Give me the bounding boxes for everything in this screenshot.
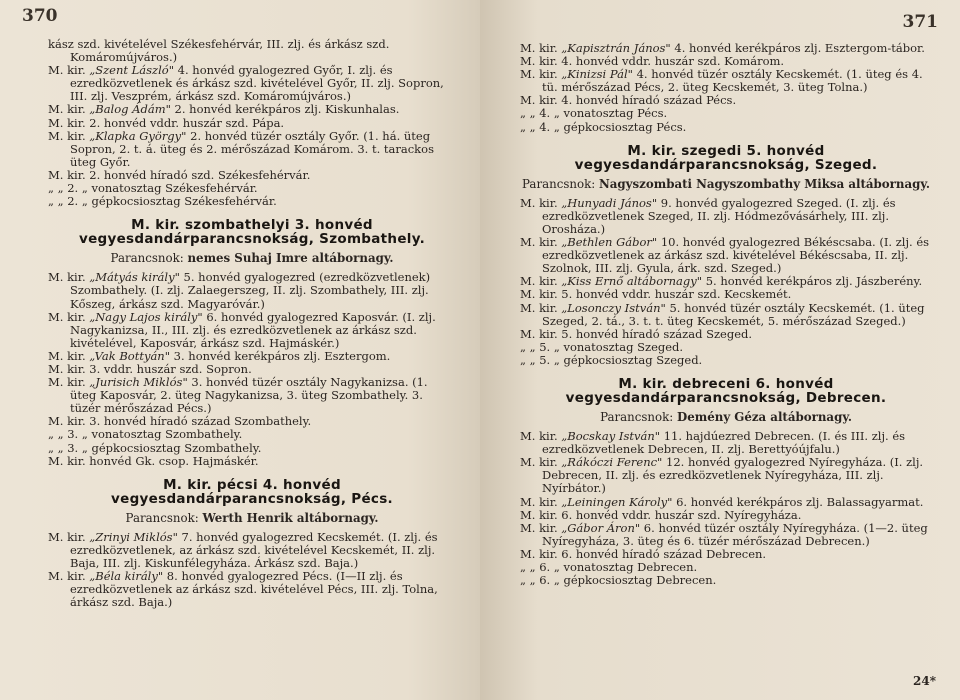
entry-text: M. kir. 5. honvéd vddr. huszár szd. Kecskemét. [520, 287, 792, 302]
commander-pecs: Parancsnok: Werth Henrik altábornagy. [125, 510, 379, 525]
entry-text: M. kir. 6. honvéd híradó század Debrecen. [520, 546, 767, 561]
szombathely-entries [48, 271, 456, 467]
unit-honorific-name: „Bocskay István" [561, 429, 661, 444]
entry-text: 5. honvéd tüzér osztály Kecskemét. (1. üteg Szeged, 2. tá., 3. t. t. üteg Kecskemét, 5. mérőszázad Szeged.) [542, 300, 925, 328]
entry-text: 6. honvéd tüzér osztály Nyíregyháza. (1—2. üteg Nyíregyháza, 3. üteg és 6. tüzér mérőszázad Debrecen.) [542, 520, 928, 548]
unit-honorific-name: „Nagy Lajos király" [89, 309, 203, 324]
entry-text: M. kir. honvéd Gk. csop. Hajmáskér. [48, 453, 259, 468]
entry-text: M. kir. [48, 309, 90, 324]
entry-text: „ „ 5. „ vonatosztag Szeged. [520, 339, 684, 354]
entry-line [520, 236, 932, 275]
unit-honorific-name: „Kinizsi Pál" [561, 67, 633, 82]
entry-text: M. kir. [520, 41, 562, 55]
section-heading-debrecen: M. kir. debreceni 6. honvéd vegyesdandárparancsnokság, Debrecen. [565, 375, 887, 406]
entry-line [520, 197, 932, 236]
left-entries [48, 38, 456, 208]
unit-honorific-name: „Bethlen Gábor" [561, 235, 658, 250]
entry-text: M. kir. [48, 375, 90, 390]
entry-line [48, 195, 456, 208]
entry-text: 3. honvéd tüzér osztály Nagykanizsa. (1. üteg Kaposvár, 2. üteg Nagykanizsa, 3. üteg Szombathely. 3. tüzér mérőszázad Pécs.) [70, 375, 428, 416]
entry-line [48, 130, 456, 169]
section-heading-szombathely: M. kir. szombathelyi 3. honvéd vegyesdandárparancsnokság, Szombathely. [78, 217, 426, 248]
entry-text: „ „ 2. „ vonatosztag Székesfehérvár. [48, 181, 258, 196]
unit-honorific-name: „Balog Ádám" [89, 102, 171, 117]
commander-szeged: Parancsnok: Nagyszombati Nagyszombathy Miksa altábornagy. [522, 176, 930, 191]
unit-honorific-name: „Zrinyi Miklós" [89, 529, 178, 544]
unit-honorific-name: „Kapisztrán János" [561, 41, 671, 55]
entry-text: M. kir. 3. honvéd híradó század Szombathely. [48, 414, 312, 429]
entry-text: M. kir. [520, 67, 562, 82]
entry-line [48, 311, 456, 350]
unit-honorific-name: „Gábor Áron" [561, 520, 641, 535]
entry-text: M. kir. 2. honvéd vddr. huszár szd. Pápa. [48, 115, 285, 130]
entry-text: M. kir. [520, 429, 562, 444]
unit-honorific-name: „Vak Bottyán" [89, 348, 171, 363]
entry-text: „ „ 4. „ gépkocsiosztag Pécs. [520, 119, 687, 134]
entry-text: 5. honvéd gyalogezred (ezredközvetlenek) Szombathely. (I. zlj. Zalaegerszeg, II. zlj. Szombathely, III. zlj. Kőszeg, árkász szd. Magyaróvár.) [70, 270, 431, 311]
entry-text: M. kir. [48, 102, 90, 117]
entry-text: M. kir. [520, 235, 562, 250]
entry-line [520, 121, 932, 134]
right-page [480, 0, 960, 700]
unit-honorific-name: „Mátyás király" [89, 270, 180, 285]
entry-text: M. kir. 3. vddr. huszár szd. Sopron. [48, 361, 252, 376]
section-heading-szeged: M. kir. szegedi 5. honvéd vegyesdandárparancsnokság, Szeged. [574, 142, 878, 173]
entry-text: M. kir. [520, 494, 562, 509]
signature-mark: 24* [913, 674, 936, 688]
entry-text: 11. hajdúezred Debrecen. (I. és III. zlj. és ezredközvetlenek Debrecen, II. zlj. Berettyóújfalu.) [542, 429, 906, 457]
entry-text: M. kir. [48, 128, 90, 143]
entry-text: „ „ 6. „ gépkocsiosztag Debrecen. [520, 573, 717, 588]
unit-honorific-name: „Rákóczi Ferenc" [561, 455, 663, 470]
entry-line [520, 302, 932, 328]
entry-text: M. kir. [520, 520, 562, 535]
entry-text: „ „ 2. „ gépkocsiosztag Székesfehérvár. [48, 194, 277, 209]
entry-line [48, 271, 456, 310]
unit-honorific-name: „Leiningen Károly" [561, 494, 673, 509]
entry-text: 6. honvéd kerékpáros zlj. Balassagyarmat. [672, 494, 924, 509]
entry-line [520, 430, 932, 456]
entry-text: M. kir. [520, 274, 562, 289]
entry-line [520, 354, 932, 367]
entry-text: 7. honvéd gyalogezred Kecskemét. (I. zlj. és ezredközvetlenek, az árkász szd. kivételével Kecskemét, II. zlj. Baja, III. zlj. Kiskunfélegyháza. Árkász szd. Baja.) [70, 529, 438, 570]
unit-honorific-name: „Szent László" [89, 63, 175, 78]
entry-text: 8. honvéd gyalogezred Pécs. (I—II zlj. és ezredközvetlenek az árkász szd. kivételével Pécs, III. zlj. Tolna, árkász szd. Baja.) [70, 569, 438, 610]
unit-honorific-name: „Kiss Ernő altábornagy" [561, 274, 703, 289]
entry-text: „ „ 5. „ gépkocsiosztag Szeged. [520, 352, 703, 367]
entry-text: M. kir. [520, 300, 562, 315]
entry-text: 10. honvéd gyalogezred Békéscsaba. (I. zlj. és ezredközvetlenek az árkász szd. kivételével Békéscsaba, II. zlj. Szolnok, III. zlj. Gyula, árk. szd. Szeged.) [542, 235, 930, 276]
unit-honorific-name: „Jurisich Miklós" [89, 375, 188, 390]
entry-text: M. kir. 6. honvéd vddr. huszár szd. Nyíregyháza. [520, 507, 802, 522]
entry-text: M. kir. [48, 348, 90, 363]
entry-text: „ „ 3. „ vonatosztag Szombathely. [48, 427, 243, 442]
entry-text: M. kir. 4. honvéd vddr. huszár szd. Komárom. [520, 54, 785, 69]
unit-honorific-name: „Losonczy István" [561, 300, 666, 315]
entry-text: 3. honvéd kerékpáros zlj. Esztergom. [170, 348, 391, 363]
entry-text: „ „ 4. „ vonatosztag Pécs. [520, 106, 668, 121]
page-number-right: 371 [902, 12, 938, 32]
entry-text: M. kir. [48, 529, 90, 544]
entry-text: M. kir. [520, 455, 562, 470]
debrecen-entries [520, 430, 932, 587]
left-column [48, 38, 456, 609]
entry-text: 4. honvéd gyalogezred Győr, I. zlj. és ezredközvetlenek és árkász szd. kivételével Győr, II. zlj. Sopron, III. zlj. Veszprém, árkász szd. Komáromújváros.) [70, 63, 444, 104]
entry-text: M. kir. [48, 63, 90, 78]
commander-szombathely: Parancsnok: nemes Suhaj Imre altábornagy. [110, 251, 394, 266]
entry-line [48, 531, 456, 570]
entry-line [48, 376, 456, 415]
entry-text: M. kir. 5. honvéd híradó század Szeged. [520, 326, 753, 341]
entry-text: M. kir. 4. honvéd híradó század Pécs. [520, 93, 737, 108]
entry-text: 4. honvéd tüzér osztály Kecskemét. (1. üteg és 4. tü. mérőszázad Pécs, 2. üteg Kecskemét, 3. üteg Tolna.) [542, 67, 923, 95]
entry-line [520, 68, 932, 94]
right-column [520, 42, 932, 587]
entry-text: M. kir. [520, 195, 562, 210]
entry-text: „ „ 3. „ gépkocsiosztag Szombathely. [48, 440, 262, 455]
entry-text: 2. honvéd tüzér osztály Győr. (1. há. üteg Sopron, 2. t. á. üteg és 2. mérőszázad Komárom. 3. t. tarackos üteg Győr. [70, 128, 434, 169]
entry-line [48, 570, 456, 609]
entry-line [520, 522, 932, 548]
unit-honorific-name: „Béla király" [89, 569, 164, 584]
unit-honorific-name: „Hunyadi János" [561, 195, 658, 210]
entry-text: M. kir. [48, 569, 90, 584]
szeged-entries [520, 197, 932, 367]
commander-debrecen: Parancsnok: Demény Géza altábornagy. [600, 409, 852, 424]
entry-line [520, 574, 932, 587]
entry-text: M. kir. [48, 270, 90, 285]
entry-text: M. kir. 2. honvéd híradó szd. Székesfehérvár. [48, 167, 311, 182]
entry-text: 4. honvéd kerékpáros zlj. Esztergom-tábor. [670, 41, 925, 55]
entry-line [48, 64, 456, 103]
entry-text: 5. honvéd kerékpáros zlj. Jászberény. [702, 274, 923, 289]
entry-line [48, 455, 456, 468]
section-heading-pecs: M. kir. pécsi 4. honvéd vegyesdandárparancsnokság, Pécs. [111, 476, 393, 507]
entry-text: 6. honvéd gyalogezred Kaposvár. (I. zlj. Nagykanizsa, II., III. zlj. és ezredközvetlenek az árkász szd. kivételével, Kaposvár, árkász szd. Hajmáskér.) [70, 309, 436, 350]
entry-text: 12. honvéd gyalogezred Nyíregyháza. (I. zlj. Debrecen, II. zlj. és ezredközvetlenek Nyíregyháza, III. zlj. Nyírbátor.) [542, 455, 924, 496]
entry-text: kász szd. kivételével Székesfehérvár, III. zlj. és árkász szd. Komáromújváros.) [48, 37, 390, 65]
entry-text: 2. honvéd kerékpáros zlj. Kiskunhalas. [170, 102, 400, 117]
entry-line [48, 38, 456, 64]
entry-line [520, 456, 932, 495]
pecs-entries [48, 531, 456, 610]
entry-text: „ „ 6. „ vonatosztag Debrecen. [520, 560, 698, 574]
entry-text: 9. honvéd gyalogezred Szeged. (I. zlj. és ezredközvetlenek Szeged, II. zlj. Hódmezővásárhely, III. zlj. Orosháza.) [542, 195, 896, 236]
page-number-left: 370 [22, 6, 58, 26]
right-entries [520, 42, 932, 134]
unit-honorific-name: „Klapka György" [89, 128, 187, 143]
